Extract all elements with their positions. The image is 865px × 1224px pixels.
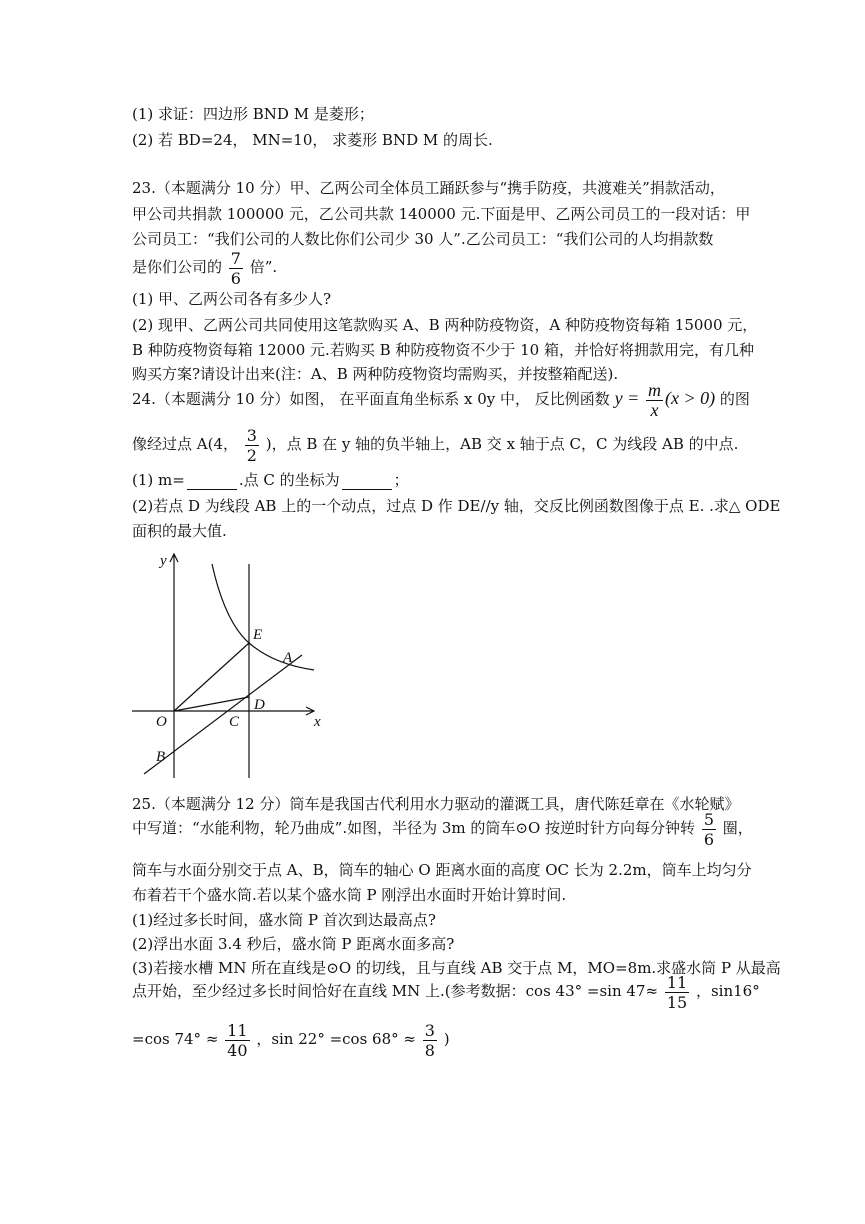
q25-sub1: (1)经过多长时间，盛水筒 P 首次到达最高点? — [132, 911, 436, 929]
q25-sub3-end: ，sin16° — [695, 982, 760, 1000]
q24-m-over-x — [646, 381, 663, 420]
q25-line2-text: 中写道：“水能利物，轮乃曲成”.如图，半径为 3m 的筒车⊙O 按逆时针方向每分钟转 — [132, 819, 696, 837]
answer-blank-m[interactable] — [187, 473, 237, 490]
q24-sub1-end: ； — [393, 471, 409, 489]
q23-line1: 23.（本题满分 10 分）甲、乙两公司全体员工踊跃参与“携手防疫，共渡难关”捐款活动， — [132, 179, 725, 197]
answer-blank-c[interactable] — [342, 473, 392, 490]
q24-sub1 — [132, 470, 409, 490]
q23-line4-end: 倍”. — [249, 258, 278, 276]
line-ab — [144, 655, 302, 774]
q24-sub2-cont: 面积的最大值. — [132, 522, 227, 540]
q23-sub2-line1: (2) 现甲、乙两公司共同使用这笔款购买 A、B 两种防疫物资，A 种防疫物资每箱 15000 元， — [132, 316, 758, 334]
q25-sub2: (2)浮出水面 3.4 秒后，盛水筒 P 距离水面多高? — [132, 935, 455, 953]
q25-frac3-den: 40 — [227, 1040, 248, 1060]
label-y: y — [160, 553, 167, 569]
q24-condition: (x > 0) — [665, 388, 716, 408]
label-x: x — [314, 714, 321, 730]
label-e: E — [253, 627, 263, 643]
q24-sub1-text: (1) m= — [132, 471, 185, 489]
q25-sub3-line3-text: =cos 74° ≈ — [132, 1030, 219, 1048]
q25-frac2-num: 11 — [666, 972, 688, 992]
q25-fraction-3-8 — [423, 1021, 437, 1060]
q24-line1-text: 24.（本题满分 10 分）如图， 在平面直角坐标系 x 0y 中， 反比例函数 — [132, 390, 610, 408]
q24-frac-x: x — [650, 399, 659, 420]
label-c: C — [229, 714, 240, 730]
q24-line1-end: 的图 — [719, 390, 750, 408]
q25-sub3: (3)若接水槽 MN 所在直线是⊙O 的切线，且与直线 AB 交于点 M，MO=8m.求盛水筒 P 从最高 — [132, 959, 781, 977]
q25-frac3-num: 11 — [227, 1020, 248, 1040]
label-o: O — [156, 714, 167, 730]
label-b: B — [156, 749, 166, 765]
q24-line2-text: 像经过点 A(4， — [132, 435, 238, 453]
q23-frac-num: 7 — [230, 248, 241, 268]
q25-fraction-11-40 — [225, 1021, 249, 1060]
q24-frac-den: 2 — [246, 445, 257, 465]
q25-frac4-num: 3 — [424, 1020, 435, 1040]
q25-frac4-den: 8 — [424, 1040, 435, 1060]
q23-line4 — [132, 247, 277, 288]
label-a: A — [283, 650, 293, 666]
q25-frac1-num: 5 — [703, 809, 715, 829]
q23-sub2-line2: B 种防疫物资每箱 12000 元.若购买 B 种防疫物资不少于 10 箱，并恰好将拥款用完，有几种 — [132, 341, 754, 359]
q24-frac-m: m — [648, 379, 662, 400]
q25-sub3-line3-end: ) — [443, 1030, 450, 1048]
q25-sub3-line3 — [132, 1019, 450, 1060]
q24-frac-num: 3 — [246, 425, 257, 445]
q24-line2-end: )，点 B 在 y 轴的负半轴上，AB 交 x 轴于点 C，C 为线段 AB 的中点. — [265, 435, 739, 453]
q25-line2 — [132, 808, 753, 849]
q23-frac-den: 6 — [230, 268, 241, 288]
q23-line2: 甲公司共捐款 100000 元，乙公司共款 140000 元.下面是甲、乙两公司员工的一段对话：甲 — [132, 205, 751, 223]
q25-sub3-line2 — [132, 971, 760, 1012]
q24-y-eq: y = — [614, 388, 640, 408]
coordinate-figure — [128, 548, 328, 783]
label-d: D — [254, 697, 265, 713]
q23-sub2-line3: 购买方案?请设计出来(注：A、B 两种防疫物资均需购买，并按整箱配送). — [132, 365, 619, 383]
q24-sub2: (2)若点 D 为线段 AB 上的一个动点，过点 D 作 DE//y 轴，交反比例函数图像于点 E. .求△ ODE — [132, 497, 781, 515]
q24-line2 — [132, 424, 738, 465]
q25-sub3-text: 点开始，至少经过多长时间恰好在直线 MN 上.(参考数据：cos 43° =sin 47≈ — [132, 982, 659, 1000]
q25-fraction-11-15 — [665, 973, 689, 1012]
q25-frac1-den: 6 — [703, 829, 715, 849]
q23-sub1: (1) 甲、乙两公司各有多少人? — [132, 290, 332, 308]
q25-line2-end: 圈， — [722, 819, 753, 837]
q24-point-a-frac — [245, 426, 259, 465]
q23-fraction — [229, 249, 243, 288]
segment-oe — [174, 643, 249, 711]
q25-sub3-line3-mid: ，sin 22° =cos 68° ≈ — [256, 1030, 416, 1048]
q25-line3: 筒车与水面分别交于点 A、B，筒车的轴心 O 距离水面的高度 OC 长为 2.2m，筒车上均匀分 — [132, 861, 752, 879]
q25-line1: 25.（本题满分 12 分）筒车是我国古代利用水力驱动的灌溉工具，唐代陈廷章在《水轮赋》 — [132, 795, 740, 813]
q24-sub1-mid: .点 C 的坐标为 — [238, 471, 340, 489]
q23-line3: 公司员工：“我们公司的人数比你们公司少 30 人”.乙公司员工：“我们公司的人均捐款数 — [132, 230, 714, 248]
q25-frac2-den: 15 — [666, 992, 688, 1012]
q22-part2: (2) 若 BD=24， MN=10， 求菱形 BND M 的周长. — [132, 131, 493, 149]
q25-fraction-turns — [702, 810, 716, 849]
hyperbola-curve — [212, 564, 314, 670]
q25-line4: 布着若干个盛水筒.若以某个盛水筒 P 刚浮出水面时开始计算时间. — [132, 886, 567, 904]
q24-line1 — [132, 378, 750, 420]
q23-line4-text: 是你们公司的 — [132, 258, 223, 276]
q22-part1: (1) 求证：四边形 BND M 是菱形； — [132, 105, 374, 123]
